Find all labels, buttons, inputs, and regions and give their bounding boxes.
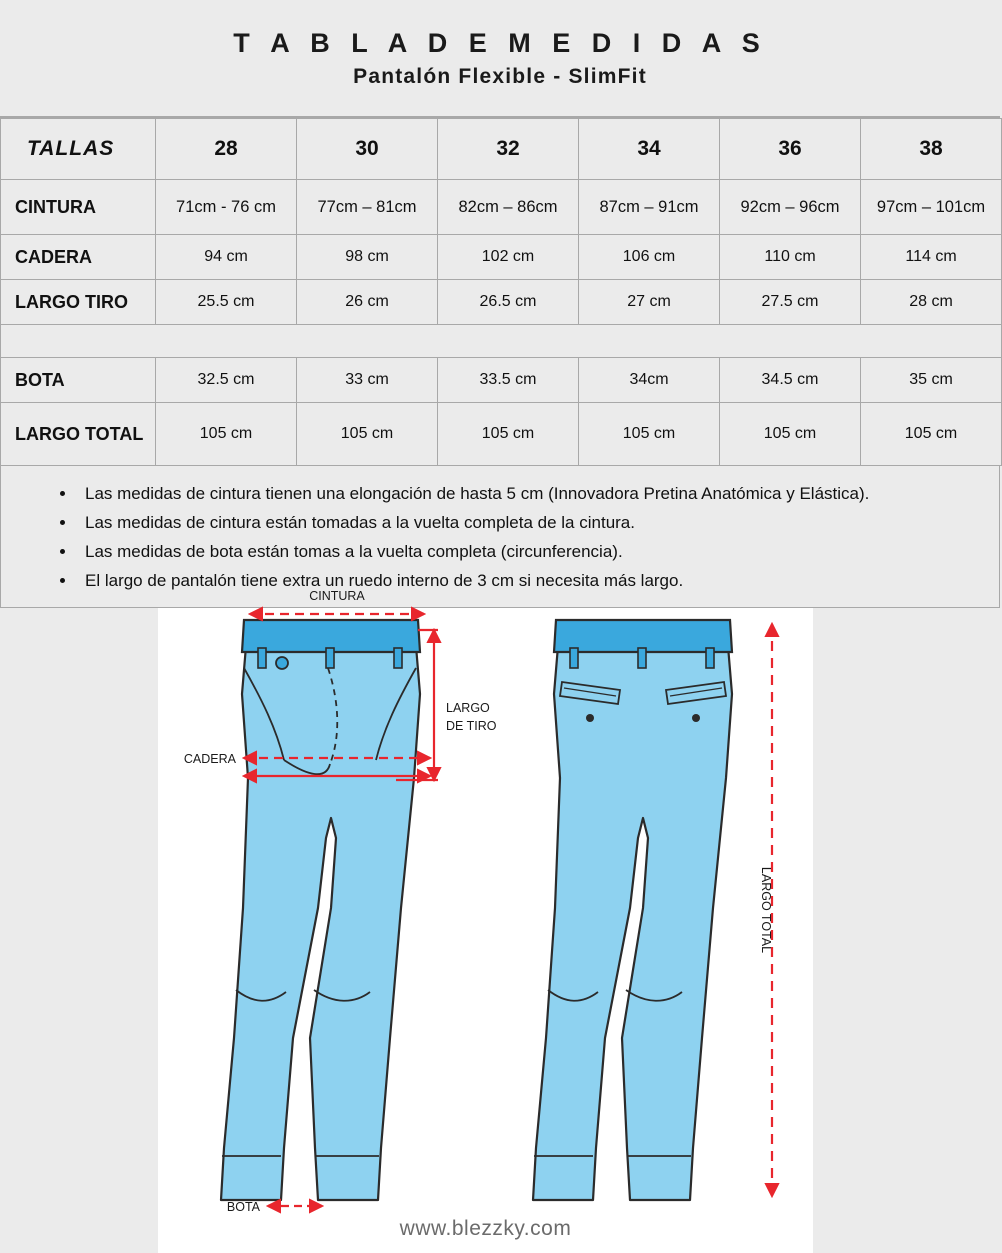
table-row	[1, 280, 1002, 325]
cintura-38: 97cm – 101cm	[861, 180, 1002, 235]
bota-28: 32.5 cm	[156, 358, 297, 403]
cadera-38: 114 cm	[861, 235, 1002, 280]
largo-total-32: 105 cm	[438, 403, 579, 466]
measure-label-largo-tiro-line2: DE TIRO	[446, 719, 497, 733]
back-belt-loop-center	[638, 648, 646, 668]
cintura-30: 77cm – 81cm	[297, 180, 438, 235]
measure-label-cadera: CADERA	[183, 752, 236, 766]
cadera-34: 106 cm	[579, 235, 720, 280]
table-header-size-30: 30	[297, 119, 438, 180]
pants-front-view	[221, 620, 420, 1200]
largo-tiro-38: 28 cm	[861, 280, 1002, 325]
front-button-icon	[276, 657, 288, 669]
cadera-32: 102 cm	[438, 235, 579, 280]
largo-total-36: 105 cm	[720, 403, 861, 466]
pants-diagram	[158, 589, 813, 1253]
bota-32: 33.5 cm	[438, 358, 579, 403]
table-header-size-36: 36	[720, 119, 861, 180]
largo-tiro-36: 27.5 cm	[720, 280, 861, 325]
illustration-card	[158, 589, 813, 1253]
measure-largo-total	[759, 624, 773, 1196]
table-spacer-row	[1, 325, 1002, 358]
cintura-34: 87cm – 91cm	[579, 180, 720, 235]
cintura-32: 82cm – 86cm	[438, 180, 579, 235]
front-pants-body	[221, 646, 420, 1200]
table-row	[1, 403, 1002, 466]
row-label-largo-total: LARGO TOTAL	[1, 403, 156, 466]
table-row	[1, 180, 1002, 235]
notes-section	[0, 466, 1000, 608]
front-belt-loop-center	[326, 648, 334, 668]
measurements-table	[0, 118, 1002, 466]
pants-back-view	[533, 620, 732, 1200]
front-belt-loop-left	[258, 648, 266, 668]
row-label-largo-tiro: LARGO TIRO	[1, 280, 156, 325]
largo-total-34: 105 cm	[579, 403, 720, 466]
cintura-28: 71cm - 76 cm	[156, 180, 297, 235]
table-header-row	[1, 119, 1002, 180]
row-label-bota: BOTA	[1, 358, 156, 403]
table-row	[1, 235, 1002, 280]
table-header-size-32: 32	[438, 119, 579, 180]
largo-total-38: 105 cm	[861, 403, 1002, 466]
page-title: T A B L A D E M E D I D A S	[233, 27, 767, 58]
table-header-size-28: 28	[156, 119, 297, 180]
table-header-size-34: 34	[579, 119, 720, 180]
illustration-section	[0, 589, 1000, 1253]
row-label-cintura: CINTURA	[1, 180, 156, 235]
largo-tiro-34: 27 cm	[579, 280, 720, 325]
table-spacer-cell	[1, 325, 1002, 358]
watermark-url: www.blezzky.com	[399, 1217, 572, 1240]
largo-total-28: 105 cm	[156, 403, 297, 466]
page-header	[0, 0, 1000, 118]
list-item: • El largo de pantalón tiene extra un ruedo interno de 3 cm si necesita más largo.	[77, 571, 999, 591]
cadera-36: 110 cm	[720, 235, 861, 280]
cintura-36: 92cm – 96cm	[720, 180, 861, 235]
measure-bota	[227, 1200, 322, 1214]
notes-list	[1, 484, 999, 591]
row-label-cadera: CADERA	[1, 235, 156, 280]
back-pants-body	[533, 646, 732, 1200]
bota-34: 34cm	[579, 358, 720, 403]
list-item: • Las medidas de cintura están tomadas a la vuelta completa de la cintura.	[77, 513, 999, 533]
measure-label-bota: BOTA	[226, 1200, 260, 1214]
cadera-28: 94 cm	[156, 235, 297, 280]
list-item: • Las medidas de bota están tomas a la vuelta completa (circunferencia).	[77, 542, 999, 562]
measure-label-largo-tiro-line1: LARGO	[446, 701, 490, 715]
bota-38: 35 cm	[861, 358, 1002, 403]
bota-30: 33 cm	[297, 358, 438, 403]
front-belt-loop-right	[394, 648, 402, 668]
measure-label-cintura: CINTURA	[309, 589, 365, 603]
measure-label-largo-total: LARGO TOTAL	[759, 866, 773, 954]
largo-tiro-28: 25.5 cm	[156, 280, 297, 325]
back-belt-loop-right	[706, 648, 714, 668]
list-item: • Las medidas de cintura tienen una elongación de hasta 5 cm (Innovadora Pretina Anatómica y Elástica).	[77, 484, 999, 504]
page-subtitle: Pantalón Flexible - SlimFit	[353, 64, 647, 88]
back-belt-loop-left	[570, 648, 578, 668]
table-header-size-38: 38	[861, 119, 1002, 180]
cadera-30: 98 cm	[297, 235, 438, 280]
bota-36: 34.5 cm	[720, 358, 861, 403]
largo-total-30: 105 cm	[297, 403, 438, 466]
largo-tiro-32: 26.5 cm	[438, 280, 579, 325]
table-header-tallas: TALLAS	[1, 119, 156, 180]
largo-tiro-30: 26 cm	[297, 280, 438, 325]
table-row	[1, 358, 1002, 403]
